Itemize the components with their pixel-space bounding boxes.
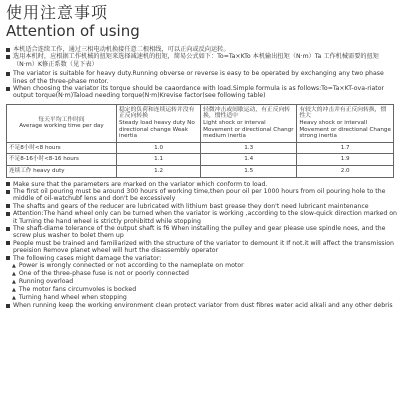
table-cell: 1.7 xyxy=(297,142,394,154)
damage-case: ▲ Running overload xyxy=(12,278,74,286)
damage-case: ▲ Power is wrongly connected or not according to the nameplate on motor xyxy=(12,262,244,270)
row-label: 不足8-16小时<8-16 hours xyxy=(7,154,117,166)
table-cell: 1.5 xyxy=(201,166,297,178)
english-notes xyxy=(6,70,400,100)
table-header-cell: 每天平均工作时间 Average working time per day xyxy=(7,104,117,142)
square-bullet-icon xyxy=(6,87,10,91)
title-english: Attention of using xyxy=(6,22,140,40)
square-bullet-icon xyxy=(6,212,10,216)
revise-factor-table xyxy=(6,104,394,178)
table-header-row xyxy=(7,104,394,142)
square-bullet-icon xyxy=(6,204,10,208)
table-cell: 1.3 xyxy=(201,142,297,154)
damage-case: ▲ One of the three-phase fuse is not or poorly connected xyxy=(12,270,189,278)
table-cell: 1.4 xyxy=(201,154,297,166)
cn-note: 本机适合连续工作，通过三相电动机换接任意二根相线，可以正向或反向运转。 xyxy=(6,46,400,53)
table-cell: 1.1 xyxy=(117,154,201,166)
square-bullet-icon xyxy=(6,256,10,260)
cn-note: 选用本机时，应根据工作机械的扭矩来选择减速机的扭矩，简易公式如下：To=Ta×KTo 本机输出扭矩（N·m）Ta 工作机械需要的扭矩（N·m）K修正系数（见下表） xyxy=(6,53,400,68)
square-bullet-icon xyxy=(6,182,10,186)
square-bullet-icon xyxy=(6,227,10,231)
note-item: The shaft-diame tolerance of the output shaft is f6 When installing the pulley and gear please use spindle noes, and the screw plus washer to bolet them up xyxy=(6,225,400,240)
usage-notes xyxy=(6,181,400,310)
table-row xyxy=(7,154,394,166)
square-bullet-icon xyxy=(6,190,10,194)
en-note: When choosing the variator its torque should be caaordance with load.Simple formula is as follows:To=Ta×KT-ova-riator output torque(N·m)Taload needing torque(N·m)Krevise factor(see following table) xyxy=(6,85,400,100)
table-cell: 1.2 xyxy=(117,166,201,178)
table-header-cell: 有较大的冲击并有正反向转换，惯性大 Heavy shock or intervall Movement or directional Change strong inertia xyxy=(297,104,394,142)
square-bullet-icon xyxy=(6,72,10,76)
note-item: Attention:The hand wheel only can be turned when the variator is working ,according to the slow-quick direction marked on it Turning the hand wheel is strictly prohibittd while stopping xyxy=(6,210,400,225)
triangle-bullet-icon: ▲ xyxy=(12,270,16,277)
damage-case: ▲ Turning hand wheel when stopping xyxy=(12,294,127,302)
table-cell: 1.9 xyxy=(297,154,394,166)
chinese-notes xyxy=(6,46,400,68)
triangle-bullet-icon: ▲ xyxy=(12,286,16,293)
triangle-bullet-icon: ▲ xyxy=(12,262,16,269)
title-chinese: 使用注意事项 xyxy=(6,3,109,22)
table-header-cell: 轻微冲击或间歇运动，有正反向转换，惯性适中 Light shock or interval Movement or directional Changr medium inertia xyxy=(201,104,297,142)
triangle-bullet-icon: ▲ xyxy=(12,294,16,301)
triangle-bullet-icon: ▲ xyxy=(12,278,16,285)
note-item: The first oil pouring must be around 300 hours of working time,then pour oil per 1000 hours from oil pouring hole to the middle of oil-watchubf lens and don't be excessively xyxy=(6,188,400,203)
note-item: The following cases might damage the variator: xyxy=(6,255,400,262)
note-item: The shafts and gears of the reducer are lubricated with lithium bast grease they don't need lubricant maintenance xyxy=(6,203,400,210)
en-note: The variator is suitable for heavy duty.Running obverse or reverse is easy to be operated by exchanging any two phase lines of the three-phase motor. xyxy=(6,70,400,85)
table-row xyxy=(7,142,394,154)
table-header-cell: 稳定的负荷和连续运转并没有正反向转换 Steady load heavy duty No directional change Weak inertia xyxy=(117,104,201,142)
note-item: People must be trained and familiarized with the structure of the variator to demount it If not.it will affect the transmission preeision Remove planet wheel will hurt the disassembly operator xyxy=(6,240,400,255)
square-bullet-icon xyxy=(6,55,10,59)
table-cell: 2.0 xyxy=(297,166,394,178)
note-item: Make sure that the parameters are marked on the variator which conform to load. xyxy=(6,181,400,188)
square-bullet-icon xyxy=(6,241,10,245)
row-label: 不足8小时<8 hours xyxy=(7,142,117,154)
square-bullet-icon xyxy=(6,304,10,308)
row-label: 连续工作 heavy duty xyxy=(7,166,117,178)
table-cell: 1.0 xyxy=(117,142,201,154)
note-item: When running keep the working environment clean protect variator from dust fibres water acid alkali and any other debris xyxy=(6,302,400,309)
table-row xyxy=(7,166,394,178)
square-bullet-icon xyxy=(6,48,10,52)
damage-case: ▲ The motor fans circumvoles is bocked xyxy=(12,286,137,294)
